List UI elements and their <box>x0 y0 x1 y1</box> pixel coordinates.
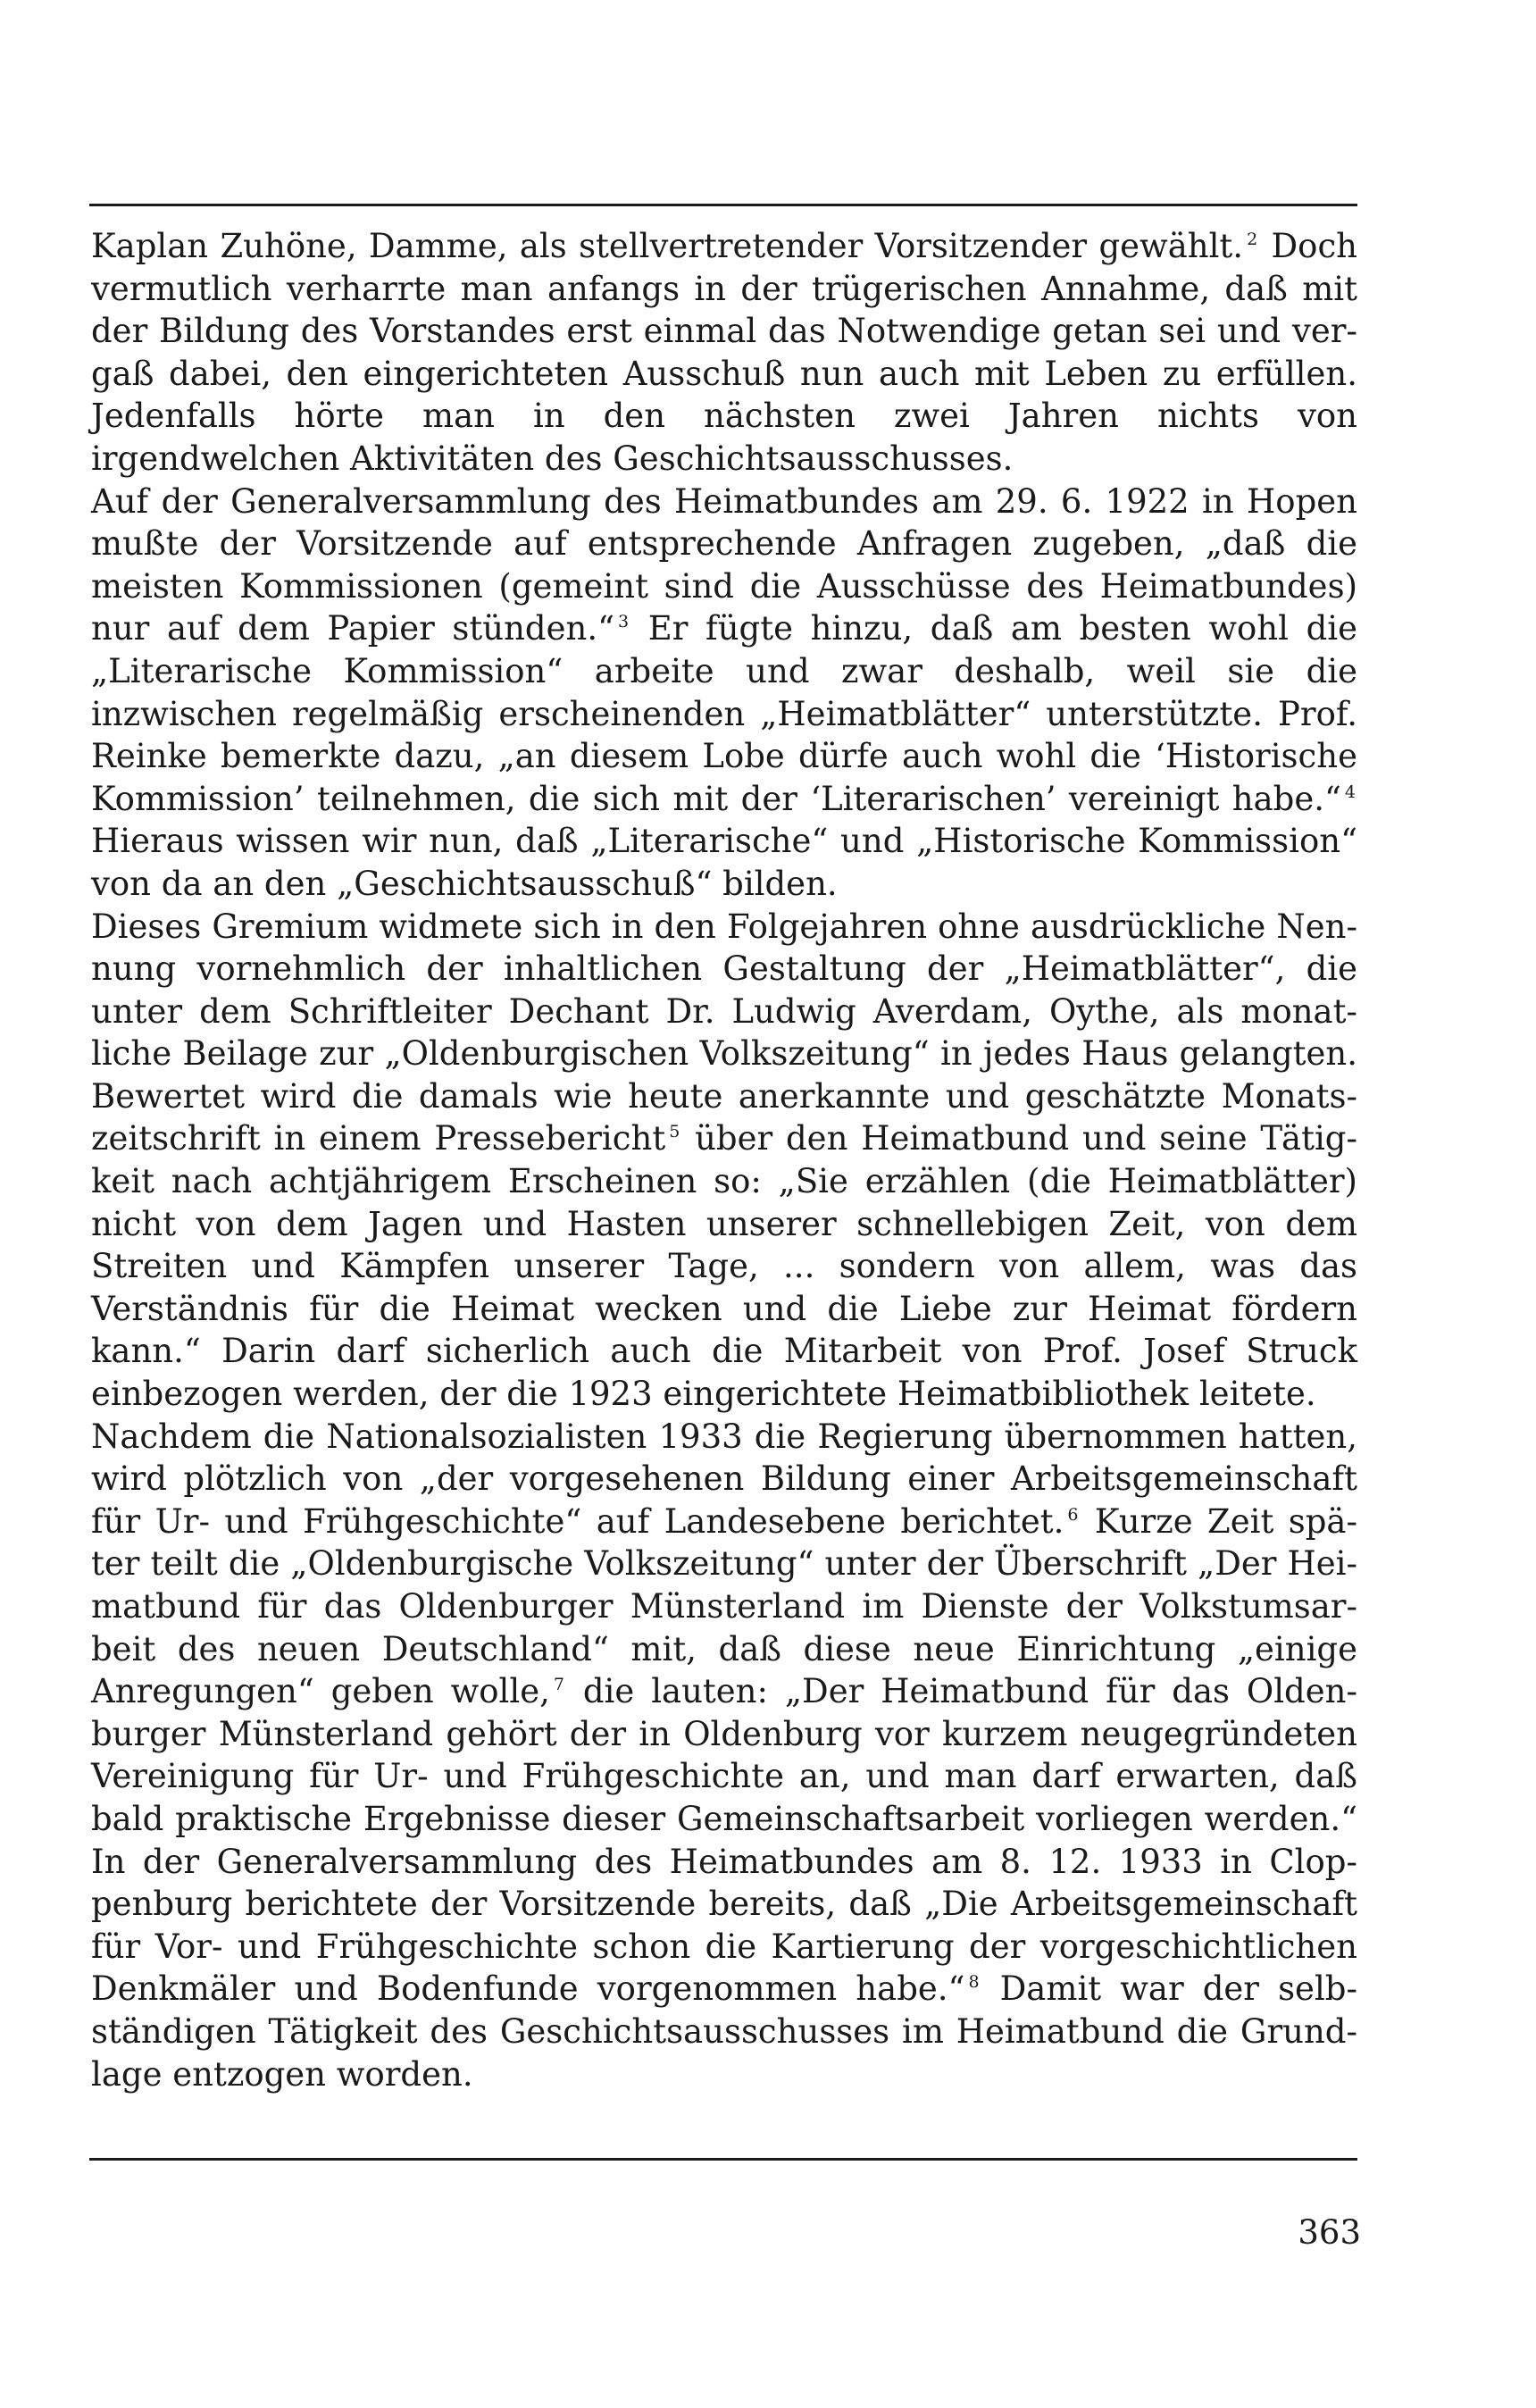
footnote-marker: 5 <box>669 1122 680 1142</box>
footnote-marker: 3 <box>618 612 630 632</box>
text-run: Auf der Generalversammlung des Heimatbundes am 29. 6. 1922 in Hopen mußte der Vorsitzende auf entsprechende Anfragen zugeben, „daß die meisten Kommissionen (gemeint sind die Ausschüsse des Heimatbundes) nur auf dem Papier stünden.“ <box>91 481 1357 648</box>
text-run: Dieses Gremium widmete sich in den Folgejahren ohne ausdrückliche Nennung vornehmlich der inhaltlichen Gestaltung der „Heimatblätter“, die unter dem Schriftleiter Dechant Dr. Ludwig Averdam, Oythe, als monatliche Beilage zur „Oldenburgischen Volkszeitung“ in jedes Haus gelangten. Bewertet wird die damals wie heute anerkannte und geschätzte Monatszeitschrift in einem Pressebericht <box>91 907 1357 1158</box>
paragraph <box>91 481 1357 906</box>
text-run: die lauten: „Der Heimatbund für das Oldenburger Münsterland gehört der in Oldenburg vor kurzem neugegründeten Vereinigung für Ur- und Frühgeschichte an, und man darf erwarten, daß bald praktische Ergebnisse dieser Gemeinschaftsarbeit vorliegen werden.“ In der Generalversammlung des Heimatbundes am 8. 12. 1933 in Cloppenburg berichtete der Vorsitzende bereits, daß „Die Arbeitsgemeinschaft für Vor- und Frühgeschichte schon die Kartierung der vorgeschichtlichen Denkmäler und Bodenfunde vorgenommen habe.“ <box>91 1672 1357 2009</box>
page-number: 363 <box>1298 2213 1361 2252</box>
paragraph <box>91 906 1357 1416</box>
text-run: Hieraus wissen wir nun, daß „Literarische“ und „Historische Kommission“ von da an den „Geschichtsausschuß“ bilden. <box>91 822 1357 903</box>
top-rule <box>89 204 1357 206</box>
paragraph <box>91 1416 1357 2096</box>
text-run: Damit war der selbständigen Tätigkeit des Geschichtsausschusses im Heimatbund die Grundlage entzogen worden. <box>91 1969 1357 2094</box>
body-text <box>91 225 1357 2095</box>
footnote-marker: 4 <box>1344 782 1356 802</box>
footnote-marker: 8 <box>968 1972 980 1993</box>
footnote-marker: 2 <box>1247 230 1258 249</box>
text-run: Nachdem die Nationalsozialisten 1933 die Regierung übernommen hatten, wird plötzlich von „der vorgesehenen Bildung einer Arbeitsgemeinschaft für Ur- und Frühgeschichte“ auf Landesebene berichtet. <box>91 1417 1357 1541</box>
text-run: Er fügte hinzu, daß am besten wohl die „Literarische Kommission“ arbeite und zwar deshalb, weil sie die inzwischen regelmäßig erscheinenden „Heimatblätter“ unterstützte. Prof. Reinke bemerkte dazu, „an diesem Lobe dürfe auch wohl die ‘Historische Kommission’ teilnehmen, die sich mit der ‘Literarischen’ vereinigt habe.“ <box>91 609 1357 818</box>
text-run: Kurze Zeit später teilt die „Oldenburgische Volkszeitung“ unter der Überschrift „Der Heimatbund für das Oldenburger Münsterland im Dienste der Volkstumsarbeit des neuen Deutschland“ mit, daß diese neue Einrichtung „einige Anregungen“ geben wolle, <box>91 1501 1357 1711</box>
text-run: Doch vermutlich verharrte man anfangs in der trügerischen Annahme, daß mit der Bildung des Vorstandes erst einmal das Notwendige getan sei und vergaß dabei, den eingerichteten Ausschuß nun auch mit Leben zu erfüllen. Jedenfalls hörte man in den nächsten zwei Jahren nichts von irgendwelchen Aktivitäten des Geschichtsausschusses. <box>91 227 1357 478</box>
paragraph <box>91 225 1357 481</box>
bottom-rule <box>89 2158 1357 2161</box>
footnote-marker: 7 <box>553 1675 564 1695</box>
text-run: über den Heimatbund und seine Tätigkeit nach achtjährigem Erscheinen so: „Sie erzählen (die Heimatblätter) nicht von dem Jagen und Hasten unserer schnellebigen Zeit, von dem Streiten und Kämpfen unserer Tage, ... sondern von allem, was das Verständnis für die Heimat wecken und die Liebe zur Heimat fördern kann.“ Darin darf sicherlich auch die Mitarbeit von Prof. Josef Struck einbezogen werden, der die 1923 eingerichtete Heimatbibliothek leitete. <box>91 1119 1358 1414</box>
footnote-marker: 6 <box>1067 1504 1079 1525</box>
text-run: Kaplan Zuhöne, Damme, als stellvertretender Vorsitzender gewählt. <box>91 227 1244 265</box>
